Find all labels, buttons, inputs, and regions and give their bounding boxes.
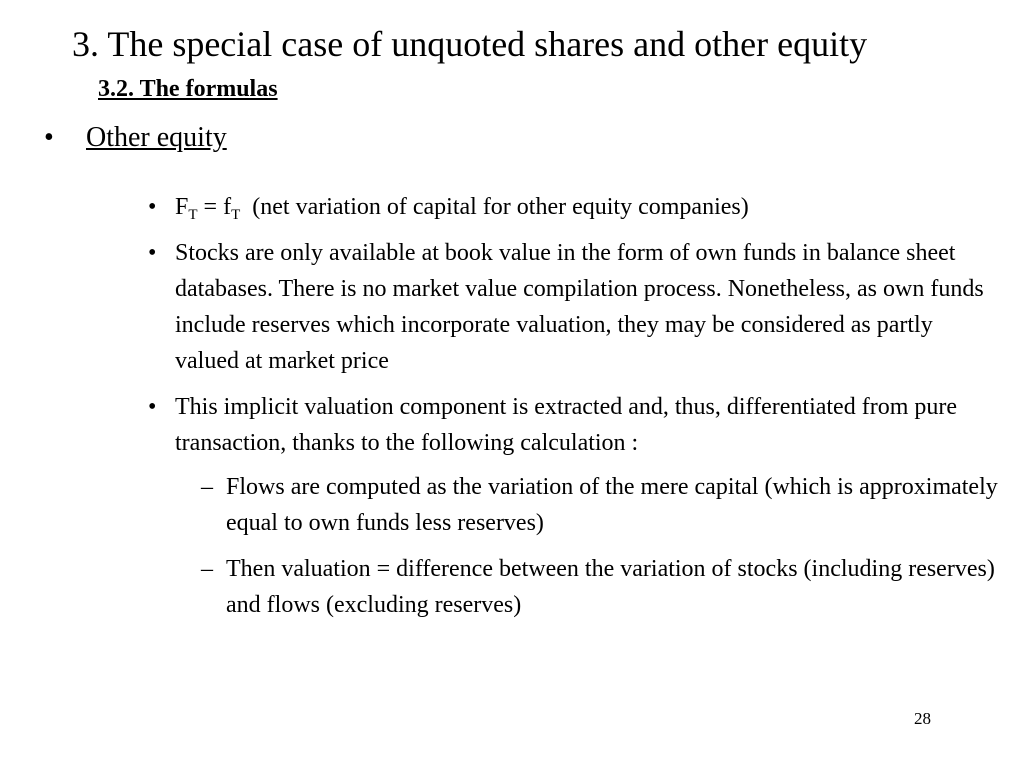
sub-bullet-text: Then valuation = difference between the variation of stocks (including reserves) and flows (excluding reserves) [226,556,995,618]
sub-bullet-list [175,469,998,623]
page-number: 28 [914,709,931,728]
formula-note: (net variation of capital for other equity companies) [252,194,749,220]
formula-lhs-subscript: T [188,207,198,223]
formula-lhs: F [175,194,189,220]
slide-subtitle: 3.2. The formulas [98,76,278,102]
slide-title: 3. The special case of unquoted shares and other equity [72,24,868,64]
dash-glyph: – [201,474,213,500]
formula-rhs-subscript: T [231,207,241,223]
bullet-text: This implicit valuation component is extracted and, thus, differentiated from pure transaction, thanks to the following calculation : [175,394,958,456]
sub-bullet-text: Flows are computed as the variation of the mere capital (which is approximately equal to own funds less reserves) [226,474,998,536]
list-item [148,389,998,623]
bullet-list [148,189,998,633]
section-heading: Other equity [86,122,227,153]
formula-bullet [148,189,998,225]
formula-rhs: f [223,194,232,220]
section-bullet [44,120,227,156]
sub-list-item [175,469,998,541]
formula-equals: = [203,194,218,220]
bullet-glyph: • [148,394,157,420]
bullet-text: Stocks are only available at book value in the form of own funds in balance sheet databases. There is no market value compilation process. Nonetheless, as own funds include reserves which incorporate valuation, they may be considered as partly valued at market price [175,240,984,374]
bullet-glyph: • [148,240,157,266]
bullet-glyph: • [44,122,54,153]
bullet-glyph: • [148,194,157,220]
dash-glyph: – [201,556,213,582]
list-item [148,235,998,379]
sub-list-item [175,551,998,623]
